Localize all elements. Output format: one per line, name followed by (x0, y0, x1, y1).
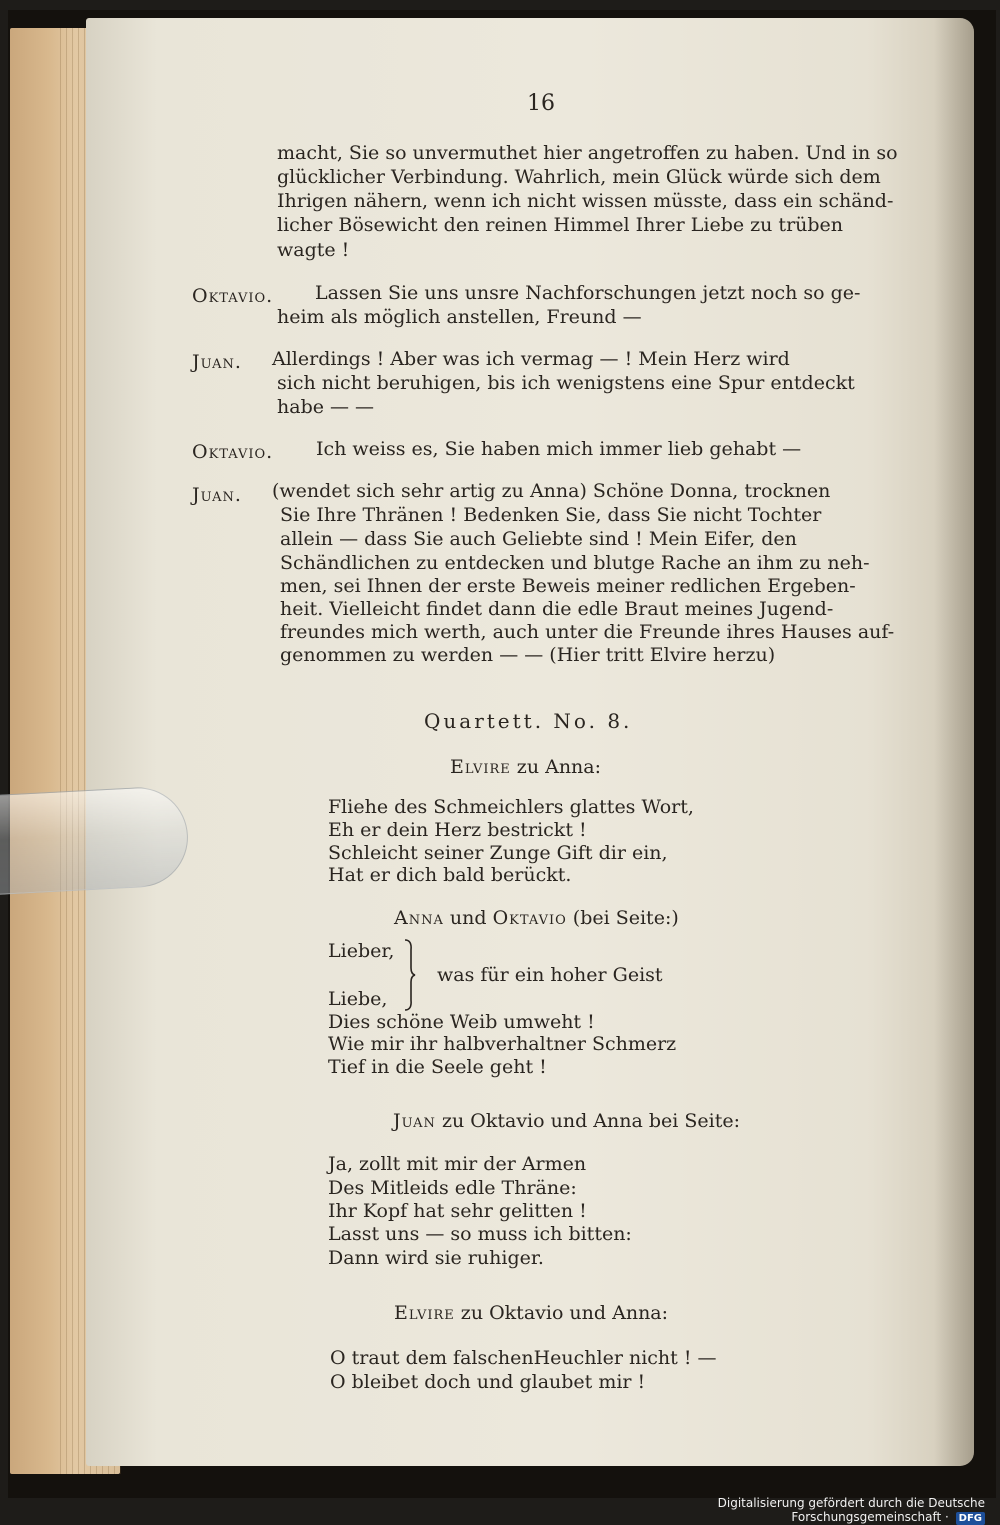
verse-line: Lieber, (328, 940, 395, 962)
verse-line: Schleicht seiner Zunge Gift dir ein, (328, 842, 668, 864)
verse-heading (394, 1302, 668, 1325)
text-line: Schändlichen zu entdecken und blutge Rache an ihm zu neh- (280, 552, 870, 574)
text-line: Ihrigen nähern, wenn ich nicht wissen müsste, dass ein schänd- (277, 190, 894, 212)
verse-line: Tief in die Seele geht ! (328, 1056, 547, 1078)
verse-line: Lasst uns — so muss ich bitten: (328, 1223, 632, 1245)
brace-icon (402, 938, 416, 1012)
speaker-label: Juan. (192, 484, 242, 506)
text-line: men, sei Ihnen der erste Beweis meiner redlichen Ergeben- (280, 575, 856, 597)
verse-line: O bleibet doch und glaubet mir ! (330, 1371, 646, 1393)
footer-credit: Digitalisierung gefördert durch die Deutsche Forschungsgemeinschaft · DFG (717, 1496, 985, 1524)
verse-line: was für ein hoher Geist (437, 964, 663, 986)
text-line: allein — dass Sie auch Geliebte sind ! Mein Eifer, den (280, 528, 797, 550)
text-line: wagte ! (277, 239, 350, 261)
speaker-label: Oktavio. (192, 285, 274, 307)
heading-direction: und (443, 907, 493, 929)
heading-direction: zu Oktavio und Anna bei Seite: (435, 1110, 740, 1132)
verse-line: O traut dem falschenHeuchler nicht ! — (330, 1347, 717, 1369)
verse-line: Hat er dich bald berückt. (328, 864, 572, 886)
verse-line: Ja, zollt mit mir der Armen (328, 1153, 587, 1175)
speaker-label: Juan. (192, 351, 242, 373)
page-number: 16 (527, 91, 555, 116)
heading-speaker: Elvire (394, 1302, 455, 1324)
spine-shadow (934, 18, 974, 1466)
text-line: macht, Sie so unvermuthet hier angetroffen zu haben. Und in so (277, 142, 898, 164)
heading-speaker: Anna (394, 907, 444, 929)
text-line: Ich weiss es, Sie haben mich immer lieb gehabt — (316, 438, 802, 460)
heading-direction-2: (bei Seite:) (566, 907, 679, 929)
heading-direction: zu Oktavio und Anna: (454, 1302, 669, 1324)
verse-line: Dies schöne Weib umweht ! (328, 1011, 595, 1033)
verse-heading (450, 756, 601, 779)
verse-line: Ihr Kopf hat sehr gelitten ! (328, 1200, 587, 1222)
text-line: heim als möglich anstellen, Freund — (277, 306, 642, 328)
footer-text: Digitalisierung gefördert durch die Deutsche Forschungsgemeinschaft (717, 1496, 985, 1524)
heading-direction: zu Anna: (510, 756, 602, 778)
text-line: Lassen Sie uns unsre Nachforschungen jetzt noch so ge- (315, 282, 861, 304)
text-line: (wendet sich sehr artig zu Anna) Schöne Donna, trocknen (272, 480, 831, 502)
verse-heading (394, 907, 679, 930)
verse-line: Dann wird sie ruhiger. (328, 1247, 544, 1269)
verse-line: Des Mitleids edle Thräne: (328, 1177, 577, 1199)
verse-heading (393, 1110, 740, 1133)
heading-speaker: Elvire (450, 756, 511, 778)
text-line: habe — — (277, 396, 375, 418)
page-clip (0, 785, 190, 895)
text-line: heit. Vielleicht findet dann die edle Braut meines Jugend- (280, 598, 834, 620)
text-line: sich nicht beruhigen, bis ich wenigstens eine Spur entdeckt (277, 372, 855, 394)
text-line: freundes mich werth, auch unter die Freunde ihres Hauses auf- (280, 621, 895, 643)
text-line: Sie Ihre Thränen ! Bedenken Sie, dass Sie nicht Tochter (280, 504, 822, 526)
speaker-label: Oktavio. (192, 441, 274, 463)
text-line: genommen zu werden — — (Hier tritt Elvire herzu) (280, 644, 776, 666)
verse-line: Wie mir ihr halbverhaltner Schmerz (328, 1033, 677, 1055)
heading-speaker-2: Oktavio (492, 907, 567, 929)
text-line: licher Bösewicht den reinen Himmel Ihrer Liebe zu trüben (277, 214, 844, 236)
text-line: Allerdings ! Aber was ich vermag — ! Mein Herz wird (272, 348, 790, 370)
verse-line: Eh er dein Herz bestrickt ! (328, 819, 587, 841)
text-line: glücklicher Verbindung. Wahrlich, mein Glück würde sich dem (277, 166, 881, 188)
dfg-logo: DFG (956, 1512, 985, 1525)
heading-speaker: Juan (393, 1110, 436, 1132)
section-title: Quartett. No. 8. (424, 709, 633, 733)
verse-line: Liebe, (328, 988, 388, 1010)
verse-line: Fliehe des Schmeichlers glattes Wort, (328, 796, 694, 818)
